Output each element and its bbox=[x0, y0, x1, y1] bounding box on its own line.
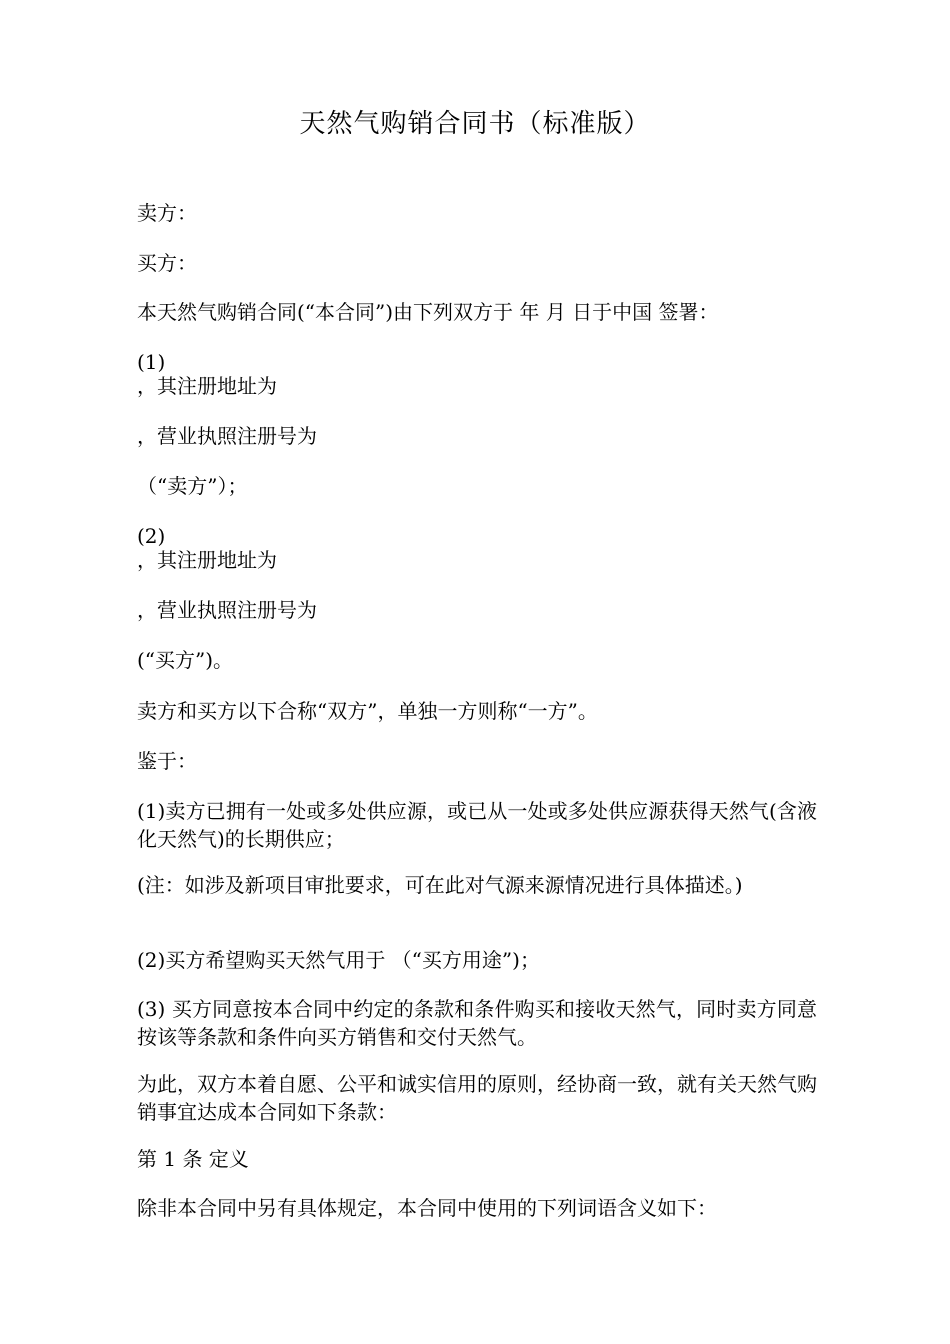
article-1-heading: 第 1 条 定义 bbox=[137, 1147, 249, 1171]
party-2-license: ，营业执照注册号为 bbox=[137, 598, 317, 622]
party-1-designation: （“卖方”）； bbox=[137, 474, 248, 498]
party-1-number: (1) bbox=[137, 350, 166, 374]
party-1-address: ，其注册地址为 bbox=[137, 374, 277, 398]
party-2-designation: (“买方”)。 bbox=[137, 648, 234, 672]
party-2-number: (2) bbox=[137, 524, 166, 548]
agreement-preamble: 为此，双方本着自愿、公平和诚实信用的原则，经协商一致，就有关天然气购销事宜达成本合同如下条款： bbox=[137, 1072, 817, 1124]
seller-line: 卖方： bbox=[137, 201, 197, 225]
whereas-item-3: (3) 买方同意按本合同中约定的条款和条件购买和接收天然气，同时卖方同意按该等条款和条件向买方销售和交付天然气。 bbox=[137, 997, 817, 1049]
party-1-license: ，营业执照注册号为 bbox=[137, 424, 317, 448]
signing-statement: 本天然气购销合同(“本合同”)由下列双方于 年 月 日于中国 签署： bbox=[137, 300, 719, 324]
whereas-note: (注：如涉及新项目审批要求，可在此对气源来源情况进行具体描述。) bbox=[137, 873, 743, 897]
document-title: 天然气购销合同书（标准版） bbox=[299, 109, 651, 139]
buyer-line: 买方： bbox=[137, 251, 197, 275]
party-2-address: ，其注册地址为 bbox=[137, 548, 277, 572]
definitions-intro: 除非本合同中另有具体规定，本合同中使用的下列词语含义如下： bbox=[137, 1196, 717, 1220]
parties-definition: 卖方和买方以下合称“双方”，单独一方则称“一方”。 bbox=[137, 699, 598, 723]
whereas-item-1: (1)卖方已拥有一处或多处供应源，或已从一处或多处供应源获得天然气(含液化天然气)的长期供应； bbox=[137, 799, 817, 851]
whereas-item-2: (2)买方希望购买天然气用于 （“买方用途”)； bbox=[137, 948, 540, 972]
whereas-heading: 鉴于： bbox=[137, 749, 197, 773]
